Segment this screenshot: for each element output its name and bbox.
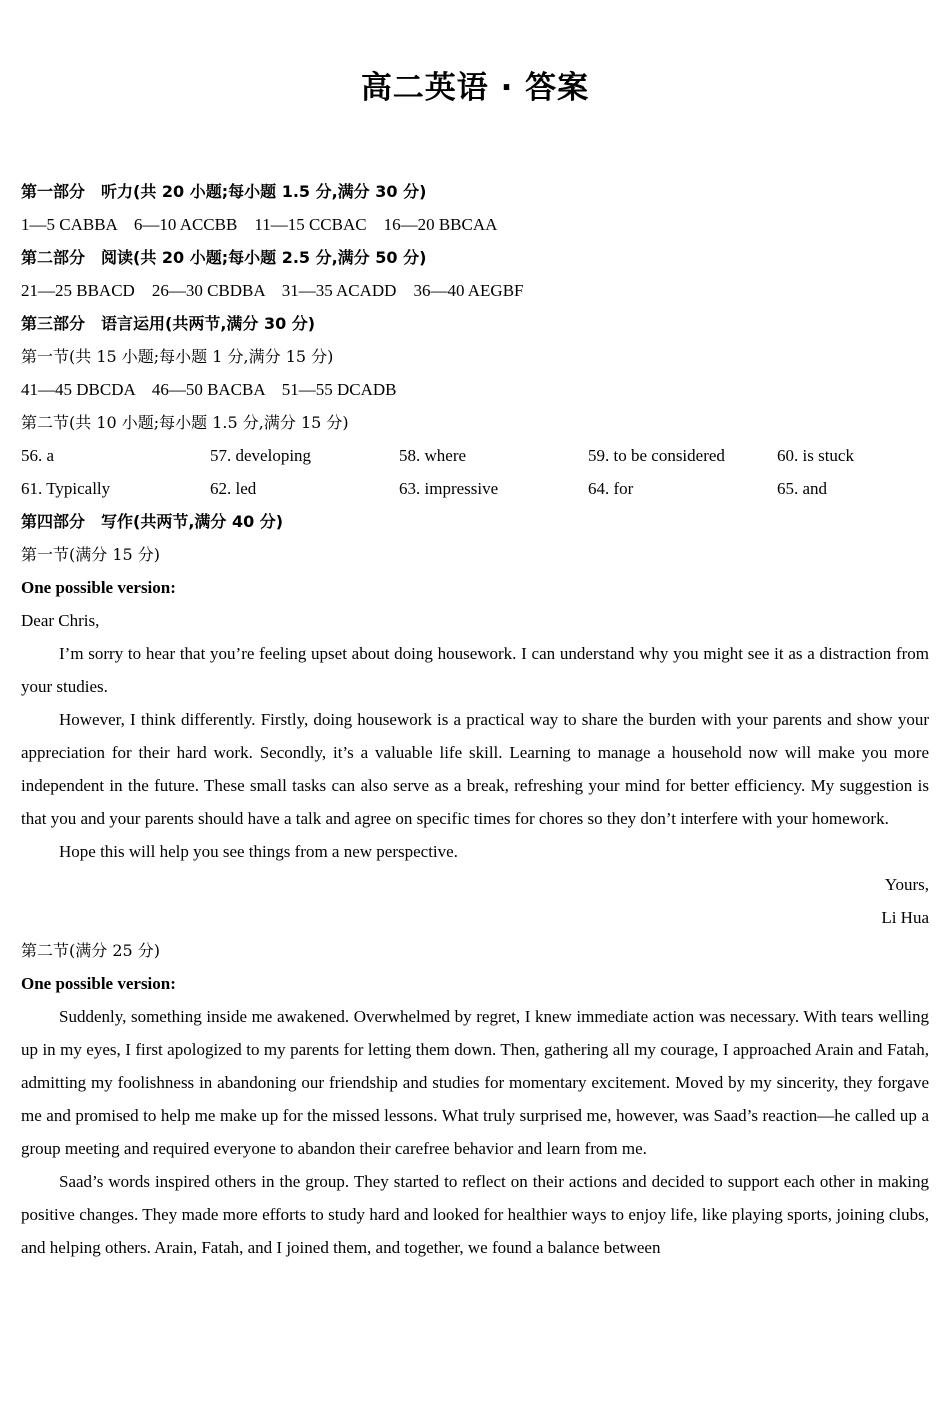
part1-heading: 第一部分 听力(共 20 小题;每小题 1.5 分,满分 30 分) xyxy=(21,182,427,201)
answer-56: 56. a xyxy=(21,446,55,465)
part1-answers: 1—5 CABBA 6—10 ACCBB 11—15 CCBAC 16—20 BBCAA xyxy=(21,215,498,234)
answer-65: 65. and xyxy=(777,479,828,498)
answer-60: 60. is stuck xyxy=(777,446,854,465)
page-title: 高二英语 · 答案 xyxy=(360,70,590,106)
part3-sec1-answers: 41—45 DBCDA 46—50 BACBA 51—55 DCADB xyxy=(21,380,397,399)
letter-signature: Li Hua xyxy=(881,908,929,927)
answer-62: 62. led xyxy=(210,479,257,498)
part3-sec2-heading: 第二节(共 10 小题;每小题 1.5 分,满分 15 分) xyxy=(21,413,349,432)
answer-64: 64. for xyxy=(588,479,634,498)
answer-61: 61. Typically xyxy=(21,479,111,498)
answer-content xyxy=(21,175,929,1264)
part4-sec2-heading: 第二节(满分 25 分) xyxy=(21,941,161,960)
letter-paragraph: However, I think differently. Firstly, doing housework is a practical way to share the burden with your parents and show your appreciation for their hard work. Secondly, it’s a valuable life skill. Learning to manage a household now will make you more independent in the future. These small tasks can also serve as a break, refreshing your mind for better efficiency. My suggestion is that you and your parents should have a talk and agree on specific times for chores so they don’t interfere with your homework. xyxy=(21,710,929,828)
letter-closing: Yours, xyxy=(884,875,929,894)
letter-greeting: Dear Chris, xyxy=(21,611,100,630)
letter-paragraph: Hope this will help you see things from a new perspective. xyxy=(59,842,458,861)
part4-sec1-heading: 第一节(满分 15 分) xyxy=(21,545,161,564)
part2-heading: 第二部分 阅读(共 20 小题;每小题 2.5 分,满分 50 分) xyxy=(21,248,427,267)
part3-sec1-heading: 第一节(共 15 小题;每小题 1 分,满分 15 分) xyxy=(21,347,334,366)
answer-59: 59. to be considered xyxy=(588,446,725,465)
story-paragraph: Suddenly, something inside me awakened. Overwhelmed by regret, I knew immediate action was necessary. With tears welling up in my eyes, I first apologized to my parents for letting them down. Then, gathering all my courage, I approached Arain and Fatah, admitting my foolishness in abandoning our friendship and studies for momentary excitement. Moved by my sincerity, they forgave me and promised to help me make up for the missed lessons. What truly surprised me, however, was Saad’s reaction—he called up a group meeting and required everyone to abandon their carefree behavior and learn from me. xyxy=(21,1007,929,1158)
letter-paragraph: I’m sorry to hear that you’re feeling upset about doing housework. I can understand why you might see it as a distraction from your studies. xyxy=(21,644,929,696)
version-label: One possible version: xyxy=(21,578,176,597)
story-paragraph: Saad’s words inspired others in the group. They started to reflect on their actions and decided to support each other in making positive changes. They made more efforts to study hard and looked for healthier ways to enjoy life, like playing sports, joining clubs, and helping others. Arain, Fatah, and I joined them, and together, we found a balance between xyxy=(21,1172,929,1257)
version-label: One possible version: xyxy=(21,974,176,993)
part3-heading: 第三部分 语言运用(共两节,满分 30 分) xyxy=(21,314,316,333)
answer-57: 57. developing xyxy=(210,446,312,465)
part2-answers: 21—25 BBACD 26—30 CBDBA 31—35 ACADD 36—40 AEGBF xyxy=(21,281,524,300)
answer-58: 58. where xyxy=(399,446,467,465)
answer-grid-row-1 xyxy=(21,439,929,472)
answer-grid-row-2 xyxy=(21,472,929,505)
answer-63: 63. impressive xyxy=(399,479,499,498)
part4-heading: 第四部分 写作(共两节,满分 40 分) xyxy=(21,512,284,531)
